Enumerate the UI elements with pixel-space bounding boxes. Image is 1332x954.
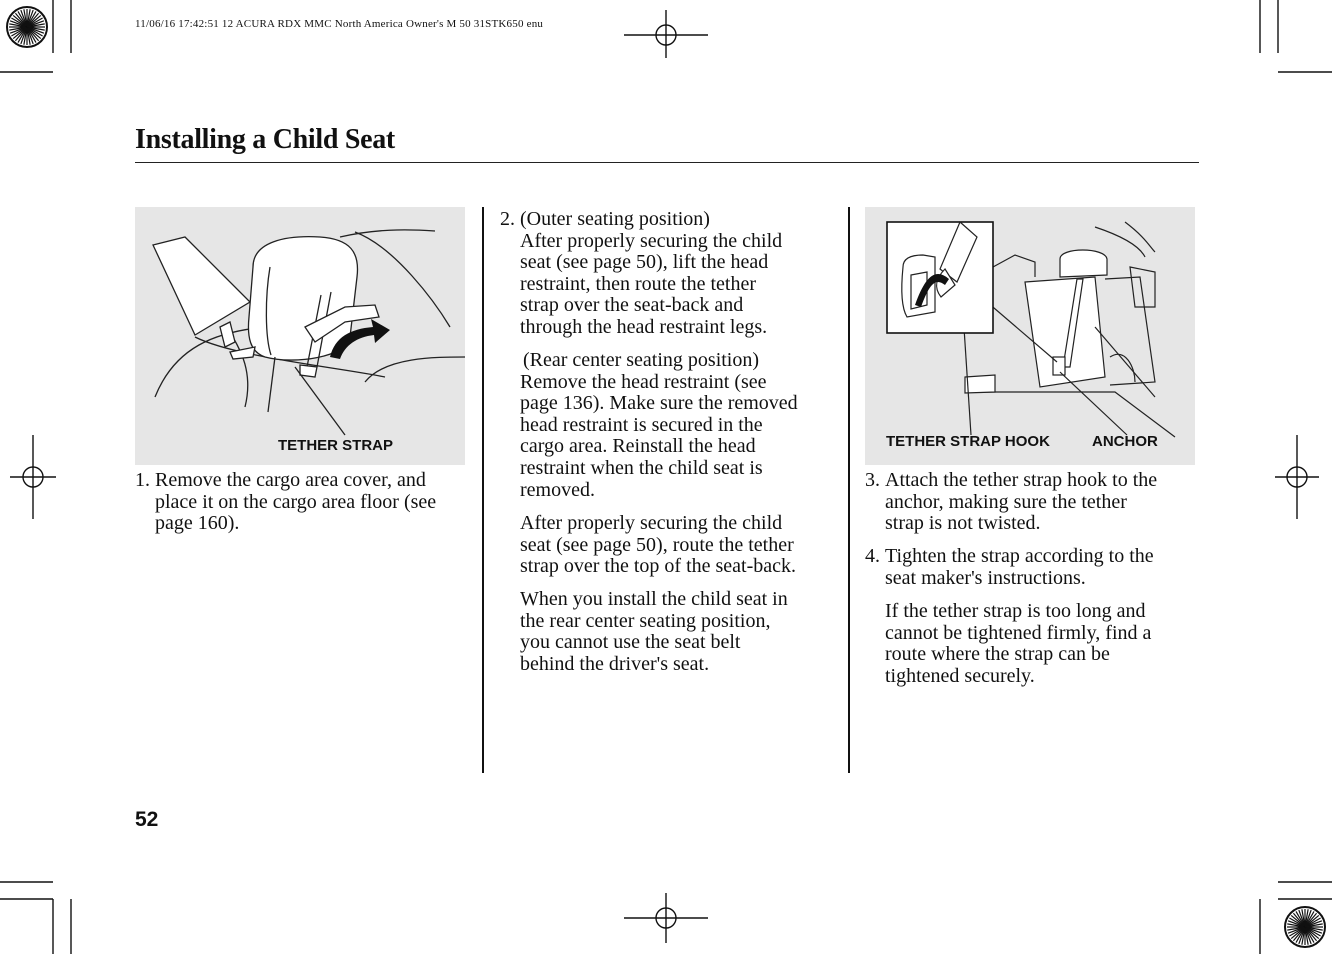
text-line: When you install the child seat in [520, 588, 788, 610]
step-number: 4. [865, 545, 880, 567]
text-line: strap over the top of the seat-back. [520, 555, 797, 578]
text-line: removed. [520, 478, 595, 501]
text-line: page 136). Make sure the removed [520, 392, 798, 415]
step-4 [865, 546, 1154, 589]
text-line: you cannot use the seat belt [520, 631, 741, 654]
text-line: After properly securing the child [520, 512, 783, 534]
text-line: page 160). [155, 512, 240, 535]
step-3 [865, 470, 1157, 535]
text-line: the rear center seating position, [520, 609, 771, 632]
figure-caption-anchor: ANCHOR [1092, 433, 1158, 450]
rear-center-paragraph [520, 350, 798, 501]
print-meta: 11/06/16 17:42:51 12 ACURA RDX MMC North America Owner's M 50 31STK650 enu [135, 18, 544, 30]
seat-belt-paragraph [520, 589, 788, 675]
headrest-illustration [135, 207, 465, 465]
step-1 [135, 470, 436, 535]
text-line: cargo area. Reinstall the head [520, 435, 756, 458]
step-heading: (Outer seating position) [520, 208, 710, 230]
figure-tether-anchor [865, 207, 1195, 465]
figure-caption-hook: TETHER STRAP HOOK [886, 433, 1050, 450]
text-line: seat maker's instructions. [885, 566, 1086, 589]
column-divider-2 [848, 207, 850, 773]
text-line: cannot be tightened firmly, find a [885, 621, 1152, 644]
page-number: 52 [135, 808, 159, 831]
text-line: seat (see page 50), route the tether [520, 533, 794, 556]
text-line: (Rear center seating position) [523, 349, 760, 371]
sunburst-mark-bottom-right [1285, 907, 1325, 947]
step-number: 2. [500, 208, 515, 230]
figure-caption-tether-strap: TETHER STRAP [278, 437, 394, 454]
text-line: place it on the cargo area floor (see [155, 490, 437, 513]
page-title: Installing a Child Seat [135, 124, 395, 155]
text-line: seat (see page 50), lift the head [520, 251, 769, 274]
text-line: route where the strap can be [885, 643, 1110, 666]
step-number: 3. [865, 469, 880, 491]
text-line: Remove the cargo area cover, and [155, 469, 426, 491]
text-line: tightened securely. [885, 664, 1035, 687]
text-line: restraint when the child seat is [520, 456, 763, 479]
figure-tether-strap [135, 207, 465, 465]
step-2 [500, 209, 782, 339]
step-number: 1. [135, 469, 150, 491]
text-line: If the tether strap is too long and [885, 600, 1146, 622]
text-line: behind the driver's seat. [520, 652, 710, 675]
text-line: head restraint is secured in the [520, 413, 763, 436]
route-paragraph [520, 513, 796, 578]
text-line: through the head restraint legs. [520, 315, 768, 338]
text-line: After properly securing the child [520, 229, 783, 252]
strap-length-paragraph [885, 601, 1151, 687]
text-line: Remove the head restraint (see [520, 370, 767, 393]
text-line: strap over the seat-back and [520, 294, 744, 317]
text-line: strap is not twisted. [885, 512, 1041, 535]
cargo-anchor-illustration [865, 207, 1195, 465]
text-line: Attach the tether strap hook to the [885, 469, 1158, 491]
column-divider-1 [482, 207, 484, 773]
text-line: Tighten the strap according to the [885, 545, 1154, 567]
text-line: restraint, then route the tether [520, 272, 757, 295]
text-line: anchor, making sure the tether [885, 490, 1127, 513]
sunburst-mark-top-left [7, 7, 47, 47]
title-rule [135, 162, 1199, 163]
